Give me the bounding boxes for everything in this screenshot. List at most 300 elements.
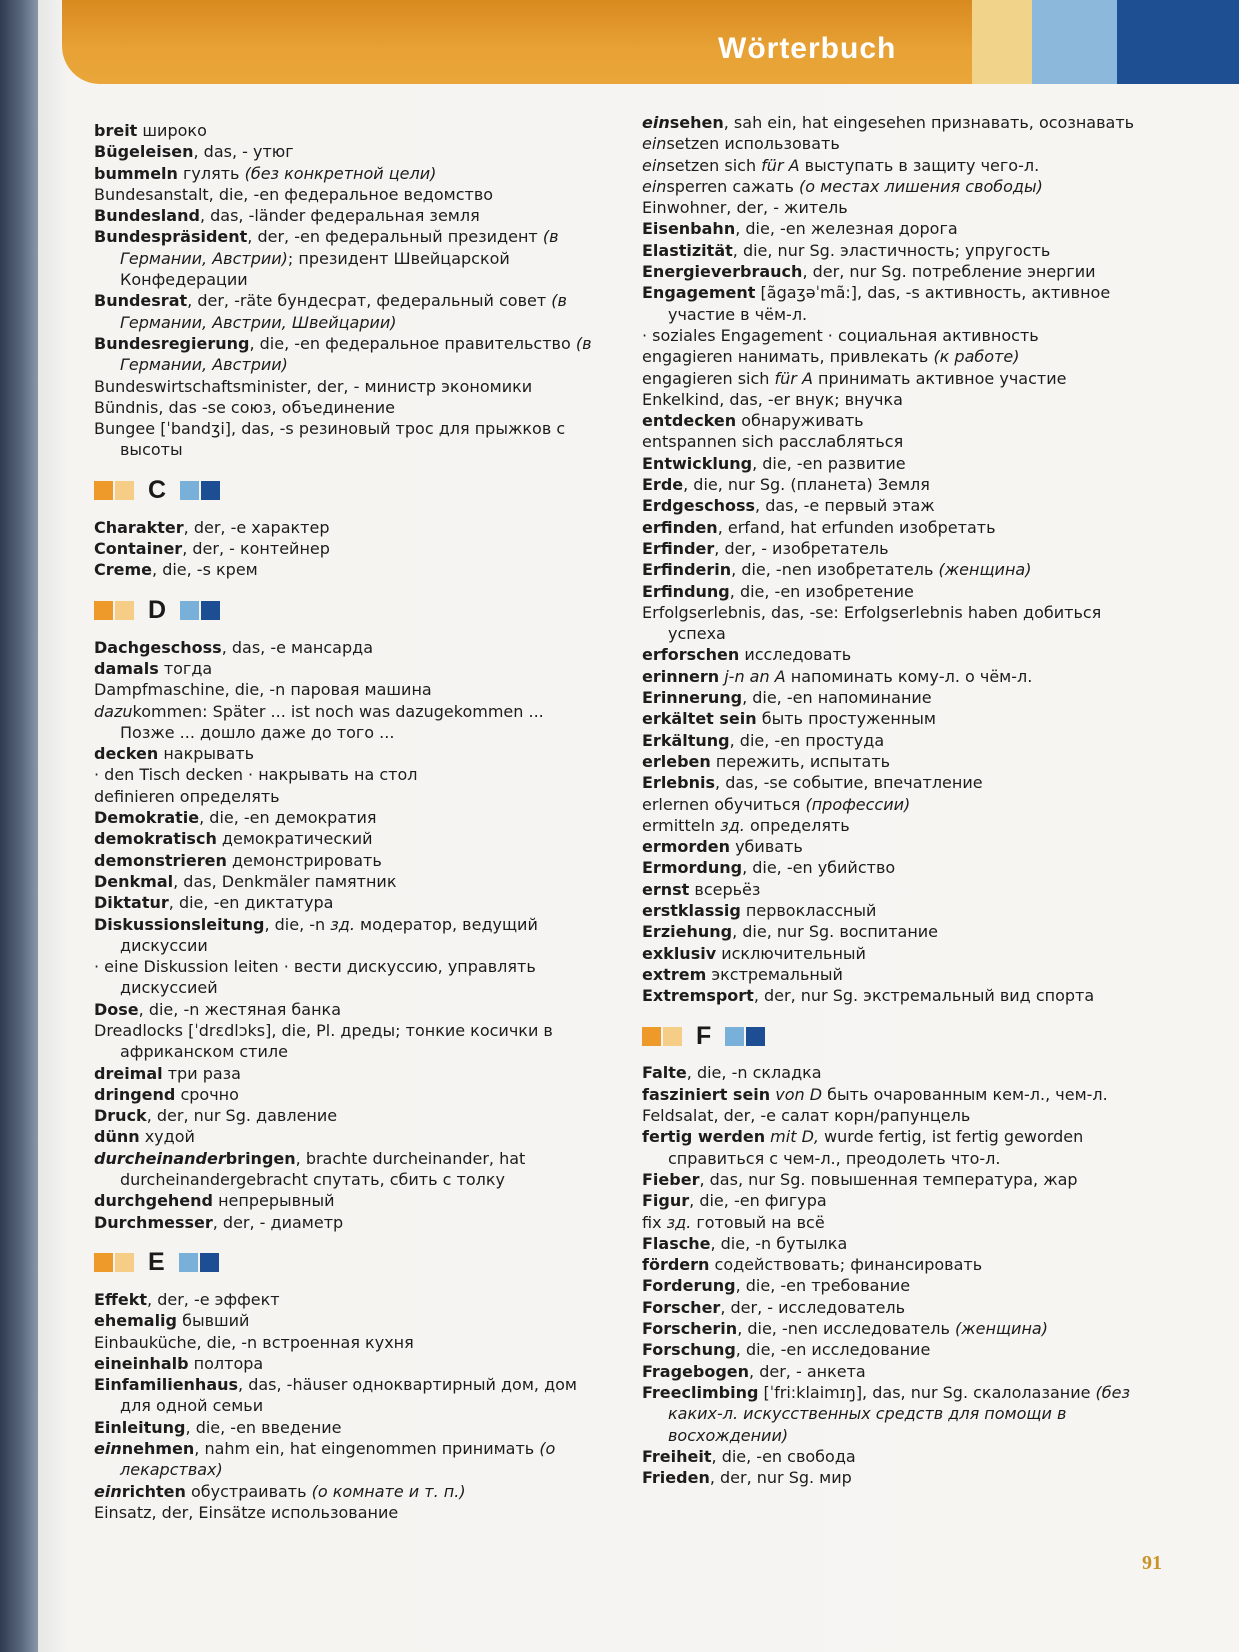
- entry-translation: , die, -en убийство: [742, 858, 896, 878]
- entry-headword: Bundesland: [94, 206, 200, 226]
- entry-headword: Forschung: [642, 1340, 736, 1360]
- entry-translation: , die, nur Sg. эластичность; упругость: [732, 240, 1051, 260]
- entry-translation: , die, -en железная дорога: [735, 219, 958, 239]
- entry-headword: Bügeleisen: [94, 142, 194, 162]
- entry-translation: исключительный: [716, 943, 866, 963]
- entry-translation: , das, Denkmäler памятник: [173, 871, 397, 891]
- entry-translation: , das, -se событие, впечатление: [715, 773, 983, 793]
- dictionary-entry: [94, 1332, 599, 1353]
- dictionary-entry: [642, 325, 1162, 346]
- entry-headword: decken: [94, 744, 159, 764]
- dictionary-entry: [642, 1339, 1162, 1360]
- dictionary-entry: [94, 956, 599, 999]
- entry-note: (без конкретной цели): [244, 163, 437, 183]
- dictionary-entry: [94, 120, 599, 141]
- dictionary-entry: [94, 658, 599, 679]
- separable-prefix: ein: [94, 1481, 122, 1501]
- entry-translation: , die, -n жестяная банка: [138, 999, 342, 1019]
- entry-translation: , die, -nen изобретатель: [731, 560, 939, 580]
- entry-note: j-n an A: [724, 666, 786, 686]
- entry-translation: , der, nur Sg. потребление энергии: [802, 262, 1096, 282]
- entry-translation: , der, - контейнер: [182, 539, 330, 559]
- entry-headword-prefix: [642, 113, 670, 132]
- dictionary-entry: [642, 985, 1162, 1006]
- dictionary-entry: [94, 205, 599, 226]
- entry-translation: , die, -s крем: [152, 560, 258, 580]
- dictionary-entry: [642, 751, 1162, 772]
- entry-note: (в Германии, Австрии): [120, 333, 592, 375]
- header-dark-blue-block: [1117, 0, 1239, 84]
- entry-translation: Bündnis, das -se союз, объединение: [94, 397, 395, 417]
- entry-translation: , der, nur Sg. давление: [146, 1106, 338, 1126]
- light-blue-square-marker: [725, 1027, 744, 1046]
- dictionary-entry: [642, 1084, 1162, 1105]
- dictionary-entry: [94, 1417, 599, 1438]
- entry-translation: , das, -e мансарда: [221, 637, 374, 657]
- dictionary-entry: [642, 815, 1162, 836]
- entry-headword: extrem: [642, 964, 707, 984]
- entry-translation: setzen использовать: [666, 134, 840, 154]
- entry-headword: eineinhalb: [94, 1353, 189, 1373]
- entry-headword: Elastizität: [642, 240, 733, 260]
- entry-headword: ermorden: [642, 837, 730, 857]
- dictionary-entry: [642, 1297, 1162, 1318]
- entry-headword: Dose: [94, 999, 139, 1019]
- entry-headword: fasziniert sein: [642, 1084, 771, 1104]
- dictionary-entry: [94, 999, 599, 1020]
- entry-note: (о лекарствах): [120, 1439, 556, 1480]
- light-blue-square-marker: [179, 1253, 198, 1272]
- entry-headword: Forscherin: [642, 1319, 738, 1339]
- dictionary-entry: [94, 1190, 599, 1211]
- entry-translation: , der, -e характер: [183, 517, 330, 537]
- entry-translation: ermitteln: [642, 815, 721, 835]
- entry-headword: Frieden: [642, 1468, 710, 1488]
- entry-translation: , der, - анкета: [749, 1361, 866, 1381]
- entry-headword: Container: [94, 539, 183, 559]
- entry-translation: Einsatz, der, Einsätze использование: [94, 1502, 399, 1522]
- dictionary-entry: [642, 1169, 1162, 1190]
- dictionary-entry: [94, 892, 599, 913]
- entry-headword: Forscher: [642, 1297, 721, 1317]
- entry-translation: накрывать: [158, 744, 255, 764]
- entry-headword: bringen: [225, 1148, 296, 1168]
- entry-translation: , der, nur Sg. мир: [709, 1468, 852, 1488]
- entry-translation: , die, -en простуда: [729, 730, 885, 750]
- entry-headword: Diktatur: [94, 893, 169, 913]
- dark-blue-square-marker: [746, 1027, 765, 1046]
- dictionary-entry: [642, 921, 1162, 942]
- entry-headword: Erfindung: [642, 581, 730, 601]
- entry-translation: исследовать: [739, 645, 852, 665]
- dictionary-entry: [642, 794, 1162, 815]
- entry-translation: срочно: [175, 1084, 239, 1104]
- dictionary-entry: [642, 1446, 1162, 1467]
- entry-headword: Dachgeschoss: [94, 637, 222, 657]
- dictionary-entry: [642, 1318, 1162, 1339]
- dictionary-entry: [642, 1382, 1162, 1446]
- dictionary-entry: [642, 261, 1162, 282]
- entry-translation: гулять: [177, 163, 245, 183]
- entry-translation: Bungee [ˈbandʒi], das, -s резиновый трос для прыжков с высоты: [94, 419, 566, 460]
- entry-note: für A: [774, 368, 813, 388]
- entry-translation: , brachte durcheinander, hat durcheinandergebracht спутать, сбить с толку: [120, 1148, 526, 1190]
- entry-translation: принимать активное участие: [812, 368, 1067, 388]
- section-letter: D: [148, 595, 167, 624]
- entry-translation: быть очарованным кем-л., чем-л.: [822, 1084, 1108, 1104]
- entry-headword: fördern: [642, 1255, 710, 1275]
- entry-translation: полтора: [188, 1353, 264, 1373]
- dictionary-entry: [642, 1126, 1162, 1169]
- entry-headword: dringend: [94, 1084, 176, 1104]
- orange-square-marker: [642, 1027, 661, 1046]
- entry-translation: , die, -en диктатура: [168, 893, 334, 913]
- page-title: Wörterbuch: [718, 32, 897, 65]
- entry-translation: первоклассный: [740, 900, 877, 920]
- entry-note: (в Германии, Австрии): [120, 227, 559, 268]
- dictionary-entry: [642, 964, 1162, 985]
- entry-headword: richten: [121, 1481, 186, 1501]
- orange-square-marker: [94, 601, 113, 620]
- entry-translation: Dampfmaschine, die, -n паровая машина: [94, 680, 432, 700]
- dictionary-entry: [642, 1105, 1162, 1126]
- entry-headword: Demokratie: [94, 808, 200, 828]
- entry-headword: Creme: [94, 560, 153, 580]
- entry-translation: Bundeswirtschaftsminister, der, - министр экономики: [94, 376, 533, 396]
- entry-translation: kommen: Später ... ist noch was dazugekommen ... Позже ... дошло даже до того ...: [120, 701, 544, 742]
- dictionary-entry: [642, 112, 1162, 133]
- dictionary-entry: [94, 290, 599, 333]
- dictionary-entry: [642, 836, 1162, 857]
- entry-note: зд.: [720, 815, 745, 835]
- separable-prefix: ein: [642, 134, 667, 154]
- entry-headword: Durchmesser: [94, 1212, 213, 1232]
- entry-headword: Bundesregierung: [94, 333, 250, 353]
- header-light-blue-block: [1032, 0, 1117, 84]
- dictionary-entry: [642, 1467, 1162, 1488]
- entry-translation: engagieren sich: [642, 368, 775, 388]
- entry-headword: Falte: [642, 1063, 687, 1083]
- entry-headword: breit: [94, 121, 138, 140]
- dictionary-entry: [642, 1275, 1162, 1296]
- dictionary-entry: [94, 1438, 599, 1481]
- header-light-orange-block: [972, 0, 1032, 84]
- entry-translation: , das, -häuser одноквартирный дом, дом для одной семьи: [120, 1375, 577, 1416]
- entry-translation: , erfand, hat erfunden изобретать: [717, 517, 996, 537]
- light-orange-square-marker: [115, 481, 134, 500]
- section-letter: E: [148, 1248, 165, 1277]
- entry-note: (о комнате и т. п.): [311, 1481, 466, 1501]
- entry-translation: Enkelkind, das, -er внук; внучка: [642, 389, 903, 409]
- dictionary-entry: [642, 772, 1162, 793]
- entry-translation: , die, -en требование: [735, 1276, 911, 1296]
- dictionary-entry: [642, 155, 1162, 176]
- entry-headword: Fieber: [642, 1169, 700, 1189]
- entry-headword: damals: [94, 658, 159, 678]
- entry-translation: три раза: [162, 1063, 241, 1083]
- entry-translation: ; президент Швейцарской Конфедерации: [120, 248, 510, 290]
- entry-headword: Einleitung: [94, 1417, 186, 1437]
- entry-headword: erinnern: [642, 666, 720, 686]
- dictionary-entry: [642, 240, 1162, 261]
- light-blue-square-marker: [180, 601, 199, 620]
- entry-headword: Freeclimbing: [642, 1382, 759, 1402]
- entry-translation: всерьёз: [689, 879, 761, 899]
- entry-headword: Extremsport: [642, 986, 754, 1006]
- dictionary-entry: [642, 687, 1162, 708]
- entry-translation: , die, -en фигура: [689, 1191, 827, 1211]
- dictionary-entry: [642, 389, 1162, 410]
- dictionary-entry: [642, 368, 1162, 389]
- entry-headword: demokratisch: [94, 829, 217, 849]
- right-dictionary-column: [642, 112, 1162, 1488]
- dictionary-entry: [94, 141, 599, 162]
- entry-translation: широко: [137, 121, 207, 140]
- orange-square-marker: [94, 1253, 113, 1272]
- entry-headword: exklusiv: [642, 943, 717, 963]
- entry-note: (женщина): [938, 560, 1032, 580]
- dictionary-entry: [642, 1062, 1162, 1083]
- entry-translation: Erfolgserlebnis, das, -se: Erfolgserlebnis haben добиться успеха: [642, 602, 1102, 644]
- entry-translation: , der, nur Sg. экстремальный вид спорта: [753, 986, 1095, 1006]
- dictionary-entry: [94, 850, 599, 871]
- entry-translation: , die, nur Sg. воспитание: [732, 922, 939, 942]
- entry-translation: содействовать; финансировать: [709, 1255, 983, 1275]
- entry-translation: , die, -en развитие: [752, 453, 906, 473]
- entry-translation: напоминать кому-л. о чём-л.: [785, 666, 1033, 686]
- dictionary-entry: [94, 871, 599, 892]
- dictionary-entry: [94, 1084, 599, 1105]
- entry-headword: dreimal: [94, 1063, 163, 1083]
- dictionary-entry: [642, 1254, 1162, 1275]
- entry-translation: · eine Diskussion leiten · вести дискуссию, управлять дискуссией: [94, 957, 536, 998]
- entry-translation: , der, - диаметр: [212, 1212, 344, 1232]
- entry-headword: Entwicklung: [642, 453, 753, 473]
- dictionary-entry: [642, 879, 1162, 900]
- dictionary-entry: [94, 807, 599, 828]
- entry-headword: erkältet sein: [642, 709, 757, 729]
- entry-translation: setzen sich: [666, 155, 762, 175]
- entry-translation: wurde fertig, ist fertig geworden справиться с чем-л., преодолеть что-л.: [668, 1127, 1084, 1168]
- entry-headword: fertig werden: [642, 1127, 766, 1147]
- separable-prefix: dazu: [94, 701, 133, 721]
- entry-translation: definieren определять: [94, 786, 280, 806]
- entry-translation: , die, nur Sg. (планета) Земля: [683, 475, 930, 495]
- entry-headword: Charakter: [94, 517, 184, 537]
- entry-headword: demonstrieren: [94, 850, 227, 870]
- entry-headword: Diskussionsleitung: [94, 914, 265, 934]
- entry-note: (к работе): [933, 347, 1020, 367]
- entry-translation: , die, -en исследование: [735, 1340, 931, 1360]
- entry-translation: · den Tisch decken · накрывать на стол: [94, 765, 418, 785]
- dictionary-entry: [94, 1063, 599, 1084]
- page-number: 91: [1142, 1552, 1162, 1574]
- entry-translation: Bundesanstalt, die, -en федеральное ведомство: [94, 184, 494, 204]
- dictionary-entry: [642, 346, 1162, 367]
- entry-translation: пережить, испытать: [710, 751, 891, 771]
- entry-translation: , die, -en напоминание: [742, 688, 932, 708]
- dictionary-entry: [94, 764, 599, 785]
- separable-prefix: ein: [642, 155, 667, 175]
- entry-translation: модератор, ведущий дискуссии: [120, 914, 538, 955]
- entry-translation: демонстрировать: [226, 850, 382, 870]
- entry-headword: Erde: [642, 475, 684, 495]
- dictionary-entry: [642, 943, 1162, 964]
- letter-section-header: [94, 1248, 599, 1278]
- dictionary-entry: [94, 1481, 599, 1502]
- letter-section-header: [94, 476, 599, 506]
- dark-blue-square-marker: [201, 601, 220, 620]
- entry-note: mit D,: [770, 1127, 819, 1147]
- entry-translation: , die, -nen исследователь: [737, 1319, 956, 1339]
- dictionary-entry: [94, 679, 599, 700]
- separable-prefix: ein: [642, 113, 670, 132]
- light-blue-square-marker: [180, 481, 199, 500]
- dictionary-entry: [94, 701, 599, 744]
- dictionary-entry: [642, 282, 1162, 325]
- entry-translation: , die, -n бутылка: [710, 1233, 848, 1253]
- entry-translation: , sah ein, hat eingesehen признавать, осознавать: [723, 113, 1135, 132]
- entry-headword: Fragebogen: [642, 1361, 750, 1381]
- dictionary-entry: [642, 538, 1162, 559]
- entry-headword: sehen: [669, 113, 724, 132]
- left-dictionary-column: [94, 120, 599, 1523]
- entry-translation: определять: [744, 815, 850, 835]
- dictionary-entry: [642, 431, 1162, 452]
- dictionary-entry: [94, 376, 599, 397]
- entry-translation: Einbauküche, die, -n встроенная кухня: [94, 1332, 414, 1352]
- entry-translation: , das, - утюг: [193, 142, 294, 162]
- entry-headword: Erlebnis: [642, 773, 716, 793]
- entry-note: (в Германии, Австрии, Швейцарии): [120, 291, 567, 332]
- entry-note: (профессии): [805, 794, 911, 814]
- letter-section-header: [642, 1021, 1162, 1051]
- entry-translation: бывший: [176, 1311, 250, 1331]
- dictionary-entry: [94, 163, 599, 184]
- light-orange-square-marker: [115, 601, 134, 620]
- dictionary-entry: [642, 474, 1162, 495]
- dictionary-entry: [94, 1212, 599, 1233]
- entry-headword-prefix: [94, 1482, 122, 1501]
- entry-headword: Freiheit: [642, 1446, 712, 1466]
- dark-blue-square-marker: [200, 1253, 219, 1272]
- entry-translation: готовый на всё: [691, 1212, 825, 1232]
- dictionary-entry: [642, 559, 1162, 580]
- dictionary-entry: [642, 1233, 1162, 1254]
- dictionary-entry: [94, 1126, 599, 1147]
- entry-translation: , das, -e первый этаж: [755, 496, 935, 516]
- dictionary-entry: [94, 226, 599, 290]
- entry-note: (без каких-л. искусственных средств для помощи в восхождении): [668, 1382, 1131, 1445]
- dictionary-entry: [94, 1374, 599, 1417]
- dictionary-entry: [642, 176, 1162, 197]
- orange-square-marker: [94, 481, 113, 500]
- entry-translation: убивать: [730, 837, 803, 857]
- dictionary-entry: [642, 1212, 1162, 1233]
- dictionary-entry: [94, 517, 599, 538]
- entry-headword: Erfinder: [642, 538, 715, 558]
- entry-translation: выступать в защиту чего-л.: [799, 155, 1040, 175]
- entry-headword: dünn: [94, 1127, 140, 1147]
- entry-translation: , die, -en федеральное правительство: [249, 333, 576, 353]
- dictionary-entry: [94, 559, 599, 580]
- entry-headword: erfinden: [642, 517, 718, 537]
- entry-translation: , die, -n: [264, 914, 331, 934]
- dictionary-entry: [642, 197, 1162, 218]
- entry-headword: durchgehend: [94, 1191, 213, 1211]
- entry-translation: fix: [642, 1212, 667, 1232]
- entry-translation: entspannen sich расслабляться: [642, 432, 904, 452]
- separable-prefix: ein: [94, 1439, 122, 1459]
- entry-translation: , der, -e эффект: [147, 1289, 280, 1309]
- dictionary-entry: [642, 133, 1162, 154]
- entry-translation: sperren сажать: [666, 176, 800, 196]
- entry-headword: Druck: [94, 1106, 147, 1126]
- dictionary-entry: [94, 1020, 599, 1063]
- entry-translation: экстремальный: [706, 964, 843, 984]
- entry-headword: erleben: [642, 751, 711, 771]
- dictionary-entry: [94, 743, 599, 764]
- dictionary-entry: [94, 184, 599, 205]
- entry-translation: [ãgaʒəˈmã:], das, -s активность, активное участие в чём-л.: [668, 283, 1111, 324]
- dictionary-entry: [94, 914, 599, 957]
- entry-translation: Einwohner, der, - житель: [642, 198, 848, 218]
- entry-translation: Feldsalat, der, -e салат корн/рапунцель: [642, 1106, 971, 1126]
- dictionary-entry: [642, 410, 1162, 431]
- entry-translation: erlernen обучиться: [642, 794, 806, 814]
- entry-headword: Eisenbahn: [642, 219, 736, 239]
- dictionary-entry: [94, 828, 599, 849]
- entry-translation: , die, -en введение: [185, 1417, 342, 1437]
- entry-translation: , die, -en свобода: [711, 1446, 856, 1466]
- entry-headword-prefix: [94, 1439, 122, 1458]
- dictionary-entry: [94, 1105, 599, 1126]
- dictionary-entry: [642, 581, 1162, 602]
- entry-translation: , der, -räte бундесрат, федеральный совет: [187, 291, 552, 311]
- dictionary-entry: [94, 333, 599, 376]
- entry-translation: , die, -n складка: [686, 1063, 822, 1083]
- entry-headword: bummeln: [94, 163, 178, 183]
- entry-translation: обустраивать: [185, 1481, 312, 1501]
- entry-translation: демократический: [216, 829, 373, 849]
- dictionary-entry: [642, 730, 1162, 751]
- entry-headword: erstklassig: [642, 900, 741, 920]
- entry-headword: entdecken: [642, 411, 737, 431]
- entry-translation: обнаруживать: [736, 411, 864, 431]
- entry-headword: Energieverbrauch: [642, 262, 803, 282]
- entry-headword: Forderung: [642, 1276, 736, 1296]
- entry-headword: nehmen: [121, 1439, 195, 1459]
- dictionary-entry: [642, 1361, 1162, 1382]
- separable-prefix: durcheinander: [94, 1148, 226, 1168]
- entry-translation: , die, -en демократия: [199, 808, 377, 828]
- separable-prefix: ein: [642, 176, 667, 196]
- entry-note: зд.: [666, 1212, 692, 1232]
- entry-note: für A: [761, 155, 800, 175]
- dictionary-entry: [642, 517, 1162, 538]
- entry-headword: Ermordung: [642, 858, 743, 878]
- entry-translation: непрерывный: [213, 1191, 335, 1211]
- entry-translation: , der, -en федеральный президент: [247, 227, 543, 247]
- entry-translation: худой: [139, 1127, 195, 1147]
- dictionary-entry: [642, 453, 1162, 474]
- entry-headword: Figur: [642, 1191, 690, 1211]
- dictionary-entry: [642, 708, 1162, 729]
- entry-translation: [ˈfri:klaimɪŋ], das, nur Sg. скалолазание: [758, 1382, 1096, 1402]
- entry-headword: Denkmal: [94, 871, 174, 891]
- dictionary-entry: [642, 1190, 1162, 1211]
- entry-headword: Flasche: [642, 1233, 711, 1253]
